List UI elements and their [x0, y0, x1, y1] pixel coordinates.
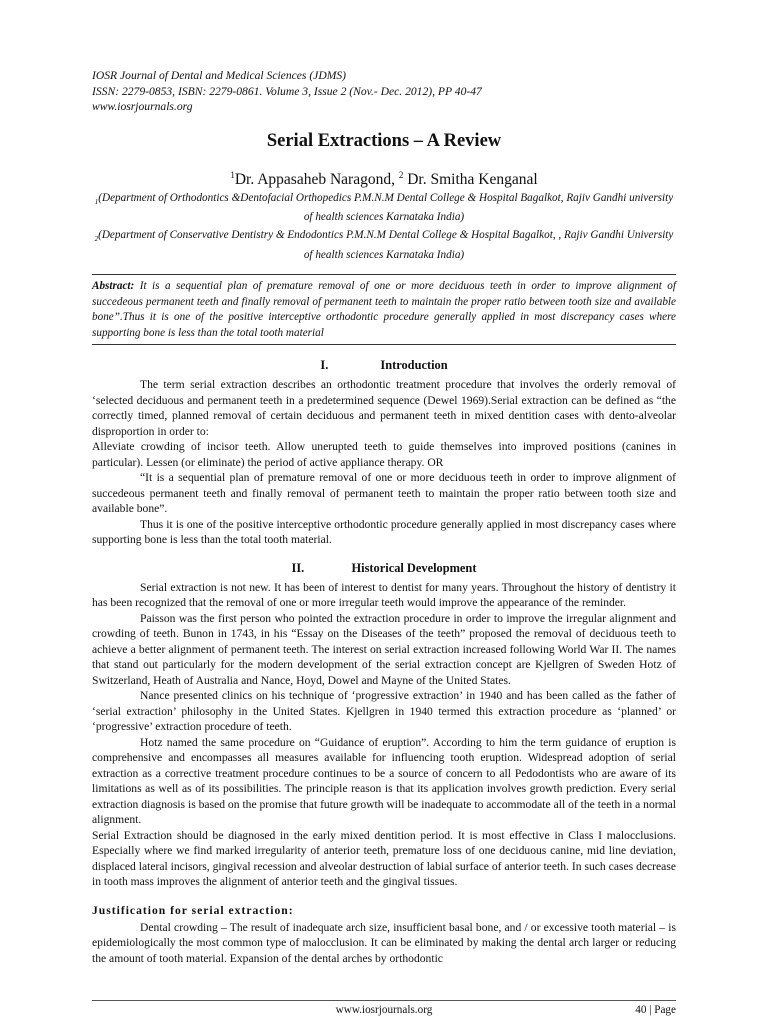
page-content: [92, 68, 676, 966]
section-number: I.: [320, 358, 329, 373]
abstract-label: Abstract:: [92, 280, 135, 293]
abstract-top-rule: [92, 274, 676, 275]
journal-header: [92, 68, 676, 115]
paragraph: Paisson was the first person who pointed the extraction procedure in order to improve the irregular alignment and crowding of teeth. Bunon in 1743, in his “Essay on the Diseases of the teeth” proposed the removal of deciduous teeth to achieve a better alignment of permanent teeth. The interest on serial extraction increased following World War II. The names that stand out particularly for the modern development of the serial extraction concept are Kjellgren of Sweden Hotz of Switzerland, Heath of Australia and Nance, Hoyd, Dowel and Mayne of the United States.: [92, 611, 676, 687]
abstract-text: It is a sequential plan of premature removal of one or more deciduous teeth in order to improve alignment of succedeous permanent teeth and finally removal of permanent teeth to maintain the proper ratio between tooth size and available bone”.Thus it is one of the positive interceptive orthodontic procedure generally applied in most discrepancy cases where supporting bone is less than the total tooth material: [92, 280, 676, 339]
introduction-body: [92, 377, 676, 548]
justification-body: [92, 920, 676, 967]
paragraph: Nance presented clinics on his technique of ‘progressive extraction’ in 1940 and has been called as the father of ‘serial extraction’ philosophy in the United States. Kjellgren in 1940 termed this extraction procedure as ‘planned’ or ‘progressive’ extraction procedure of teeth.: [92, 689, 676, 734]
section-title: Introduction: [380, 358, 448, 373]
section-number: II.: [291, 560, 305, 575]
historical-body: [92, 580, 676, 890]
abstract: [92, 279, 676, 344]
paragraph: Thus it is one of the positive interceptive orthodontic procedure generally applied in most discrepancy cases where supporting bone is less than the total tooth material.: [92, 517, 676, 547]
affiliation-2-marker: 2: [94, 235, 99, 244]
paragraph: Alleviate crowding of incisor teeth. Allow unerupted teeth to guide themselves into improved positions (canines in particular). Lessen (or eliminate) the period of active appliance therapy. OR: [92, 440, 676, 469]
section-title: Historical Development: [351, 560, 477, 575]
affiliation-1-text: (Department of Orthodontics &Dentofacial Orthopedics P.M.N.M Dental College & Hospital Bagalkot, Rajiv Gandhi university of health sciences Karnataka India): [98, 191, 674, 224]
page-footer: [92, 1000, 676, 1016]
abstract-bottom-rule: [92, 344, 676, 345]
paragraph: Dental crowding – The result of inadequate arch size, insufficient basal bone, and / or excessive tooth material – is epidemiologically the most common type of malocclusion. It can be eliminated by making the dental arch larger or reducing the amount of tooth material. Expansion of the dental arches by orthodontic: [92, 920, 676, 965]
subheading-justification: Justification for serial extraction:: [92, 903, 294, 917]
paragraph: Serial Extraction should be diagnosed in the early mixed dentition period. It is most effective in Class I malocclusions. Especially where we find marked irregularity of anterior teeth, premature loss of one deciduous canine, mid line deviation, displaced lateral incisors, gingival recession and alveolar destruction of labial surface of anterior teeth. In such cases decrease in tooth mass improves the alignment of anterior teeth and the gingival tissues.: [92, 828, 676, 889]
paper-title: Serial Extractions – A Review: [266, 130, 502, 151]
journal-name: IOSR Journal of Dental and Medical Sciences (JDMS): [92, 69, 347, 82]
section-heading-introduction: [92, 358, 676, 373]
author-1-name: Dr. Appasaheb Naragond,: [234, 170, 395, 188]
affiliation-1-marker: 1: [94, 197, 99, 206]
journal-site: www.iosrjournals.org: [92, 100, 193, 113]
footer-site: www.iosrjournals.org: [335, 1004, 433, 1016]
author-1-marker: 1: [230, 169, 235, 180]
author-2-marker: 2: [398, 169, 404, 180]
journal-issn: ISSN: 2279-0853, ISBN: 2279-0861. Volume 3, Issue 2 (Nov.- Dec. 2012), PP 40-47: [92, 84, 482, 98]
paragraph: The term serial extraction describes an orthodontic treatment procedure that involves the orderly removal of ‘selected deciduous and permanent teeth in a predetermined sequence (Dewel 1969).Serial extraction can be defined as “the correctly timed, planned removal of certain deciduous and permanent teeth in mixed dentition cases with dento-alveolar disproportion in order to:: [92, 378, 676, 438]
affiliation-2: [92, 228, 676, 263]
affiliation-2-text: (Department of Conservative Dentistry & Endodontics P.M.N.M Dental College & Hospital Bagalkot, , Rajiv Gandhi University of health sciences Karnataka India): [98, 228, 674, 261]
affiliation-1: [92, 191, 676, 226]
paragraph: Hotz named the same procedure on “Guidance of eruption”. According to him the term guidance of eruption is comprehensive and encompasses all measures available for influencing tooth eruption. Widespread adoption of serial extraction as a corrective treatment procedure continues to be a source of concern to all Pedodontists who are aware of its limitations as well as of its possibilities. The principle reason is that its application involves growth prediction. Every serial extraction diagnosis is based on the promise that future growth will be inadequate to accommodate all of the teeth in a normal alignment.: [92, 735, 676, 827]
paragraph: “It is a sequential plan of premature removal of one or more deciduous teeth in order to improve alignment of succedeous permanent teeth and finally removal of permanent teeth to maintain the proper ratio between tooth size and available bone”.: [92, 471, 676, 516]
page-number: 40 | Page: [635, 1004, 676, 1016]
author-2-name: Dr. Smitha Kenganal: [407, 170, 538, 188]
section-heading-historical-development: [92, 561, 676, 576]
paragraph: Serial extraction is not new. It has been of interest to dentist for many years. Throughout the history of dentistry it has been recognized that the removal of one or more irregular teeth would improve the appearance of the reminder.: [92, 580, 676, 610]
authors: [92, 166, 676, 189]
